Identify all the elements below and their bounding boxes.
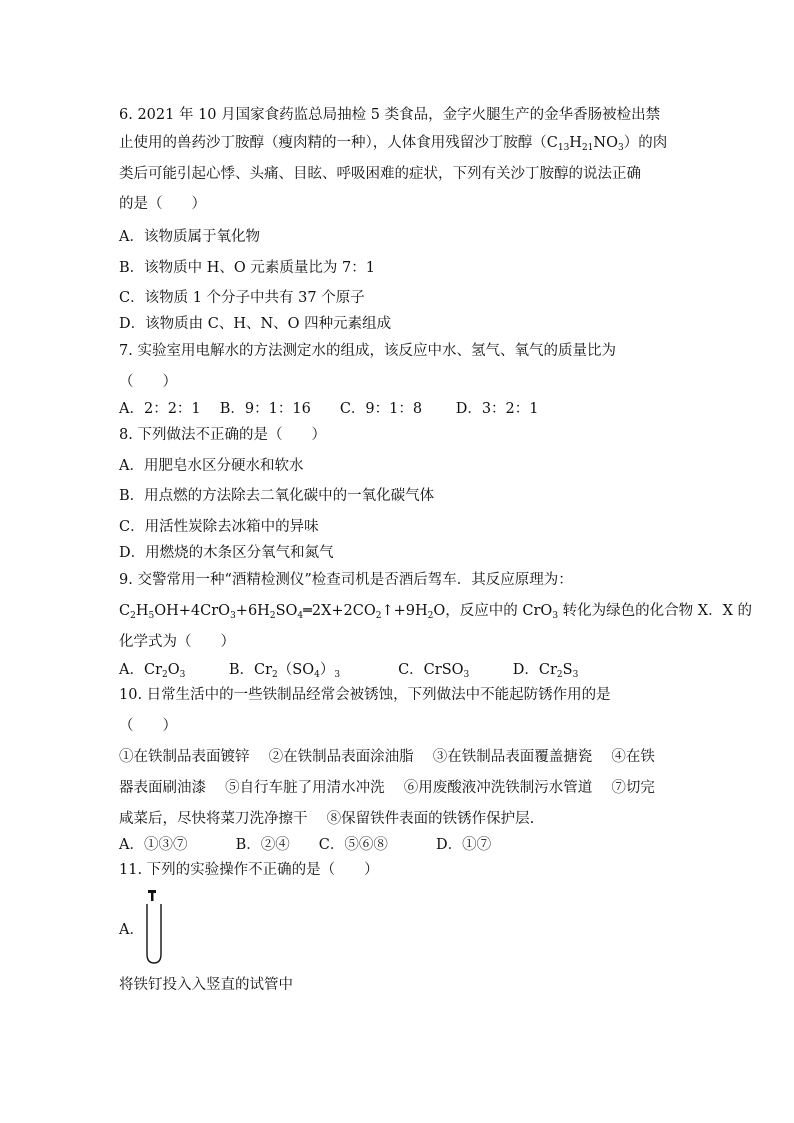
q9-equation-subscript: 2 [269, 611, 276, 621]
q11-option-a-label: A． [119, 922, 144, 938]
q9-line3: 化学式为（ ） [119, 634, 235, 650]
q8-option-d: D．用燃烧的木条区分氧气和氮气 [119, 545, 334, 561]
q9-option-text: C．CrSO [340, 662, 464, 678]
q6-option-c: C．该物质 1 个分子中共有 37 个原子 [119, 290, 365, 306]
test-tube-icon [142, 888, 166, 968]
q9-option-subscript: 2 [556, 670, 563, 680]
q9-equation-subscript: 2 [427, 611, 434, 621]
q11-caption: 将铁钉投入入竖直的试管中 [119, 977, 293, 993]
q9-option-subscript: 3 [463, 670, 470, 680]
q7-line2: （ ） [119, 374, 177, 390]
q9-option-text: （SO [277, 662, 315, 678]
q6-line2 [119, 133, 667, 153]
q9-equation-text: ═2X+2CO [303, 603, 376, 619]
q9-option-text: ） [319, 662, 335, 678]
q9-option-subscript: 3 [572, 670, 579, 680]
q8-option-b: B．用点燃的方法除去二氧化碳中的一氧化碳气体 [119, 488, 435, 504]
q9-option-text: B．Cr [185, 662, 273, 678]
q9-equation-text: ↑+9H [381, 603, 428, 619]
q7-options: A．2：2：1 B．9：1：16 C．9：1：8 D．3：2：1 [119, 401, 539, 417]
q6-line2-b: H [569, 135, 582, 151]
q9-equation-text: +6H [235, 603, 270, 619]
q10-line2: （ ） [119, 718, 177, 734]
q6-line2-d: ）的肉 [623, 135, 668, 151]
q10-line1: 10. 日常生活中的一些铁制品经常会被锈蚀，下列做法中不能起防锈作用的是 [119, 687, 611, 703]
q9-equation-subscript: 2 [375, 611, 382, 621]
q9-option-subscript: 3 [179, 670, 186, 680]
q6-option-d: D．该物质由 C、H、N、O 四种元素组成 [119, 316, 392, 332]
q6-line2-a: 止使用的兽药沙丁胺醇（瘦肉精的一种），人体食用残留沙丁胺醇（C [119, 135, 558, 151]
q6-sub-13: 13 [557, 143, 570, 153]
q6-sub-3: 3 [617, 143, 624, 153]
q9-equation-subscript: 5 [148, 611, 155, 621]
q6-line1: 6. 2021 年 10 月国家食药监总局抽检 5 类食品，金字火腿生产的金华香肠被检出禁 [119, 107, 661, 123]
q11-line1: 11. 下列的实验操作不正确的是（ ） [119, 862, 379, 878]
q8-option-a: A．用肥皂水区分硬水和软水 [119, 458, 304, 474]
q9-equation-text: O，反应中的 CrO [433, 603, 553, 619]
q9-option-subscript: 3 [334, 670, 341, 680]
q9-equation-text: H [135, 603, 149, 619]
q9-equation-text: 转化为绿色的化合物 X．X 的 [558, 603, 753, 619]
q9-option-text: D．Cr [469, 662, 557, 678]
q9-option-subscript: 2 [162, 670, 168, 680]
q9-equation-subscript: 4 [297, 611, 304, 621]
q9-equation-text: OH+4CrO [154, 603, 231, 619]
q9-option-text: A．Cr [119, 662, 162, 678]
q9-option-subscript: 4 [314, 670, 320, 680]
q9-equation-subscript: 2 [130, 611, 136, 621]
q9-option-text: O [167, 662, 180, 678]
q9-equation-text: C [119, 603, 131, 619]
q6-option-b: B．该物质中 H、O 元素质量比为 7：1 [119, 260, 375, 276]
q9-equation-text: SO [275, 603, 298, 619]
q9-option-subscript: 2 [272, 670, 278, 680]
q10-options: A．①③⑦ B．②④ C．⑤⑥⑧ D．①⑦ [119, 837, 492, 853]
q10-line3: ①在铁制品表面镀锌 ②在铁制品表面涂油脂 ③在铁制品表面覆盖搪瓷 ④在铁 [119, 749, 655, 765]
q7-line1: 7. 实验室用电解水的方法测定水的组成，该反应中水、氢气、氧气的质量比为 [119, 343, 616, 359]
q9-equation-subscript: 3 [552, 611, 559, 621]
q6-line2-c: NO [593, 135, 618, 151]
q10-line5: 咸菜后，尽快将菜刀洗净擦干 ⑧保留铁件表面的铁锈作保护层. [119, 811, 535, 827]
q9-options [119, 660, 578, 680]
q9-option-text: S [562, 662, 573, 678]
q6-line3: 类后可能引起心悸、头痛、目眩、呼吸困难的症状，下列有关沙丁胺醇的说法正确 [119, 166, 641, 182]
q8-line1: 8. 下列做法不正确的是（ ） [119, 427, 326, 443]
q9-equation [119, 601, 752, 621]
q6-line4: 的是（ ） [119, 196, 206, 212]
q9-line1: 9. 交警常用一种“酒精检测仪”检查司机是否酒后驾车．其反应原理为： [119, 572, 573, 588]
q6-option-a: A．该物质属于氧化物 [119, 229, 260, 245]
q6-sub-21: 21 [581, 143, 594, 153]
q10-line4: 器表面刷油漆 ⑤自行车脏了用清水冲洗 ⑥用废酸液冲洗铁制污水管道 ⑦切完 [119, 780, 655, 796]
q8-option-c: C．用活性炭除去冰箱中的异味 [119, 519, 319, 535]
q9-equation-subscript: 3 [230, 611, 236, 621]
